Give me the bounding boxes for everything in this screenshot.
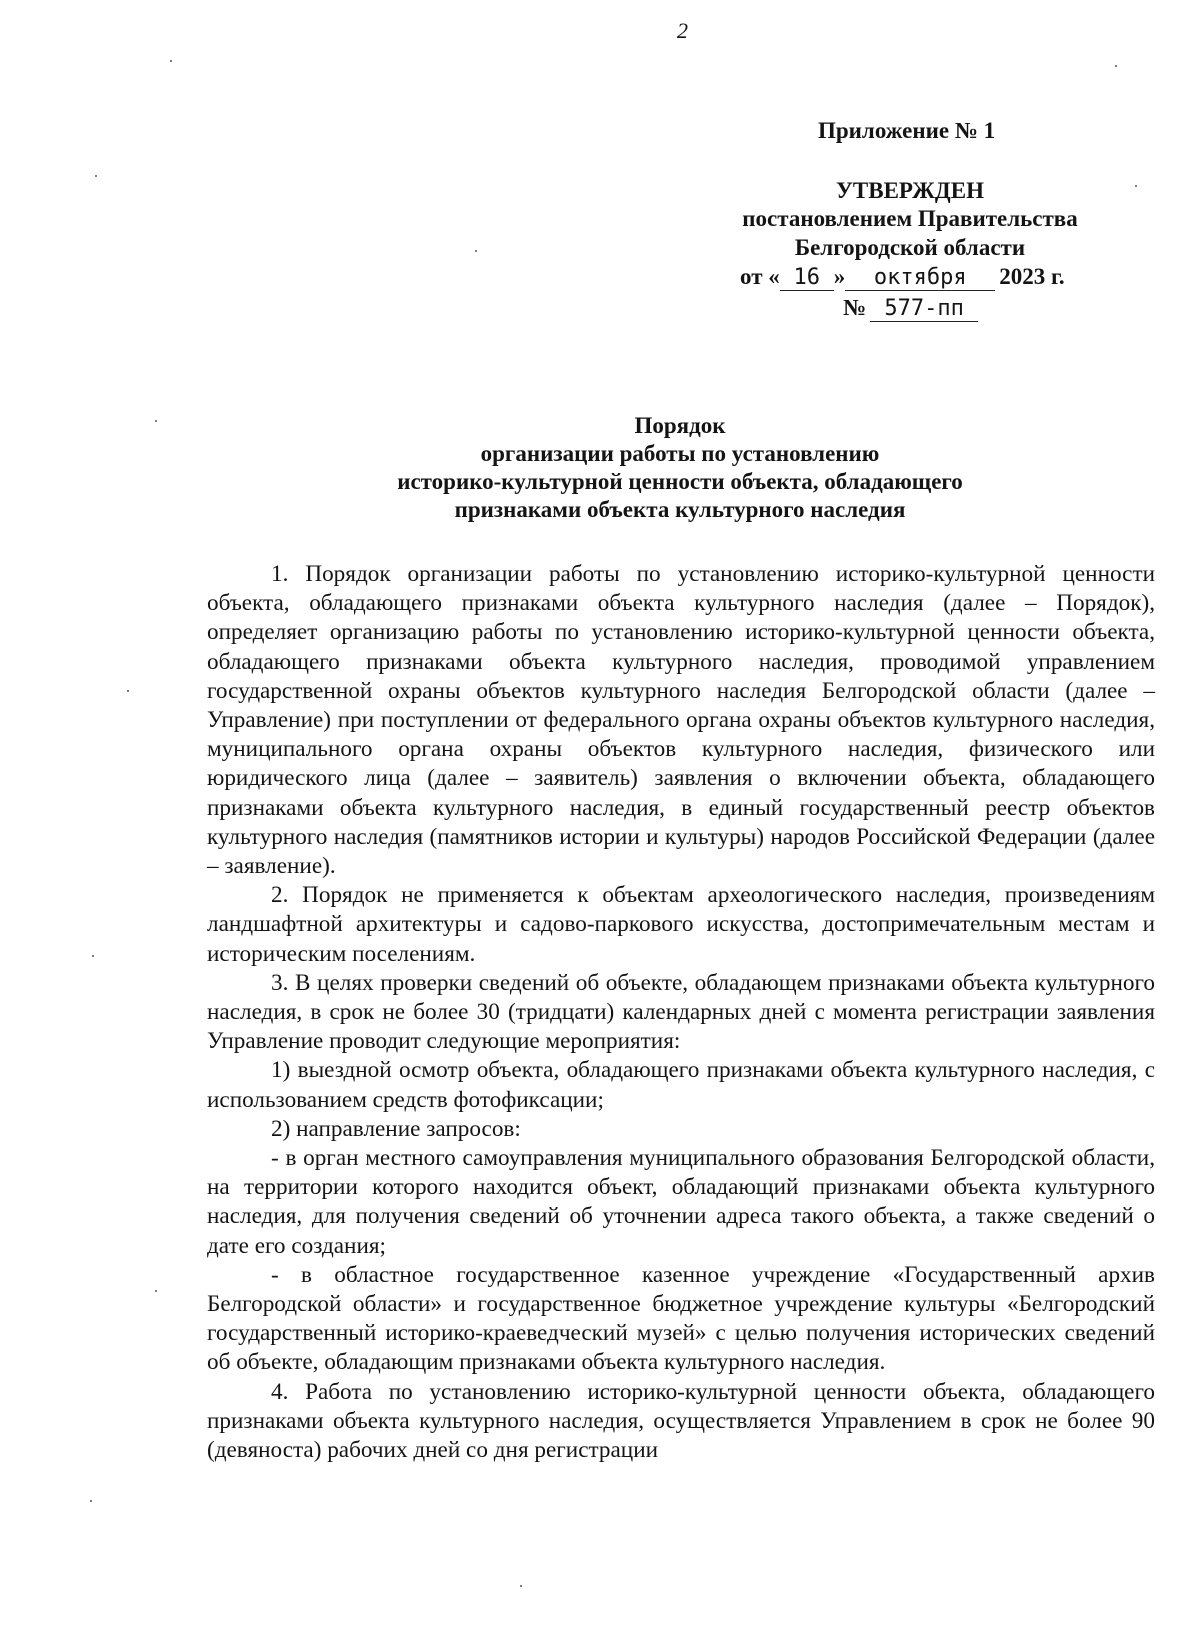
number-value: 577-пп [870, 296, 978, 322]
paragraph-4: 4. Работа по установлению историко-культурной ценности объекта, обладающего признаками объекта культурного наследия, осуществляется Управлением в срок не более 90 (девяноста) рабочих дней со дня регистрации [207, 1378, 1155, 1464]
approved-stamp: УТВЕРЖДЕН [836, 178, 984, 203]
paragraph-3-request-2: - в областное государственное казенное учреждение «Государственный архив Белгородской области» и государственное бюджетное учреждение культуры «Белгородский государственный историко-краеведческий музей» с целью получения исторических сведений об объекте, обладающим признаками объекта культурного наследия. [207, 1261, 1155, 1376]
number-prefix: № [843, 295, 867, 320]
approved-region-line: Белгородской области [794, 235, 1026, 260]
scan-speck [170, 60, 172, 62]
scan-speck [1115, 65, 1117, 67]
title-line-1: Порядок [634, 413, 726, 438]
scan-speck [475, 250, 477, 252]
approval-date [740, 264, 1065, 291]
date-day: 16 [780, 265, 834, 291]
paragraph-3-request-1: - в орган местного самоуправления муниципального образования Белгородской области, на территории которого находится объект, обладающий признаками объекта культурного наследия, для получения сведений об уточнении адреса такого объекта, а также сведений о дате его создания; [207, 1145, 1155, 1259]
approved-by-line: постановлением Правительства [742, 206, 1078, 231]
title-line-4: признаками объекта культурного наследия [454, 497, 906, 522]
paragraph-2: 2. Порядок не применяется к объектам археологического наследия, произведениям ландшафтной архитектуры и садово-паркового искусства, достопримечательным местам и историческим поселениям. [207, 882, 1155, 967]
paragraph-3-item-1: 1) выездной осмотр объекта, обладающего признаками объекта культурного наследия, с использованием средств фотофиксации; [207, 1057, 1155, 1113]
paragraph-1: 1. Порядок организации работы по установлению историко-культурной ценности объекта, обладающего признаками объекта культурного наследия (далее – Порядок), определяет организацию работы по установлению историко-культурной ценности объекта, обладающего признаками объекта культурного наследия, проводимой управлением государственной охраны объектов культурного наследия Белгородской области (далее – Управление) при поступлении от федерального органа охраны объектов культурного наследия, муниципального органа охраны объектов культурного наследия, физического или юридического лица (далее – заявитель) заявления о включении объекта, обладающего признаками объекта культурного наследия, в единый государственный реестр объектов культурного наследия (памятников истории и культуры) народов Российской Федерации (далее – заявление). [207, 561, 1155, 880]
paragraph-3-item-2: 2) направление запросов: [271, 1115, 521, 1142]
scan-speck [92, 955, 94, 957]
scan-speck [95, 175, 97, 177]
appendix-label: Приложение № 1 [818, 118, 996, 143]
scan-speck [520, 1585, 522, 1587]
document-body [207, 560, 1155, 1465]
scan-speck [1135, 185, 1137, 187]
date-prefix: от « [740, 264, 780, 289]
approval-number [843, 295, 978, 322]
date-year: 2023 г. [999, 264, 1065, 289]
title-line-3: историко-культурной ценности объекта, обладающего [397, 469, 963, 494]
scan-speck [90, 1500, 92, 1502]
scan-speck [155, 420, 157, 422]
date-month: октября [845, 265, 995, 291]
page-number: 2 [677, 18, 688, 43]
scan-speck [155, 1290, 157, 1292]
date-mid: » [833, 264, 846, 289]
document-title [200, 412, 1160, 524]
title-line-2: организации работы по установлению [480, 441, 880, 466]
paragraph-3: 3. В целях проверки сведений об объекте, обладающем признаками объекта культурного наследия, в срок не более 30 (тридцати) календарных дней с момента регистрации заявления Управление проводит следующие мероприятия: [207, 969, 1155, 1055]
scan-speck [127, 690, 129, 692]
